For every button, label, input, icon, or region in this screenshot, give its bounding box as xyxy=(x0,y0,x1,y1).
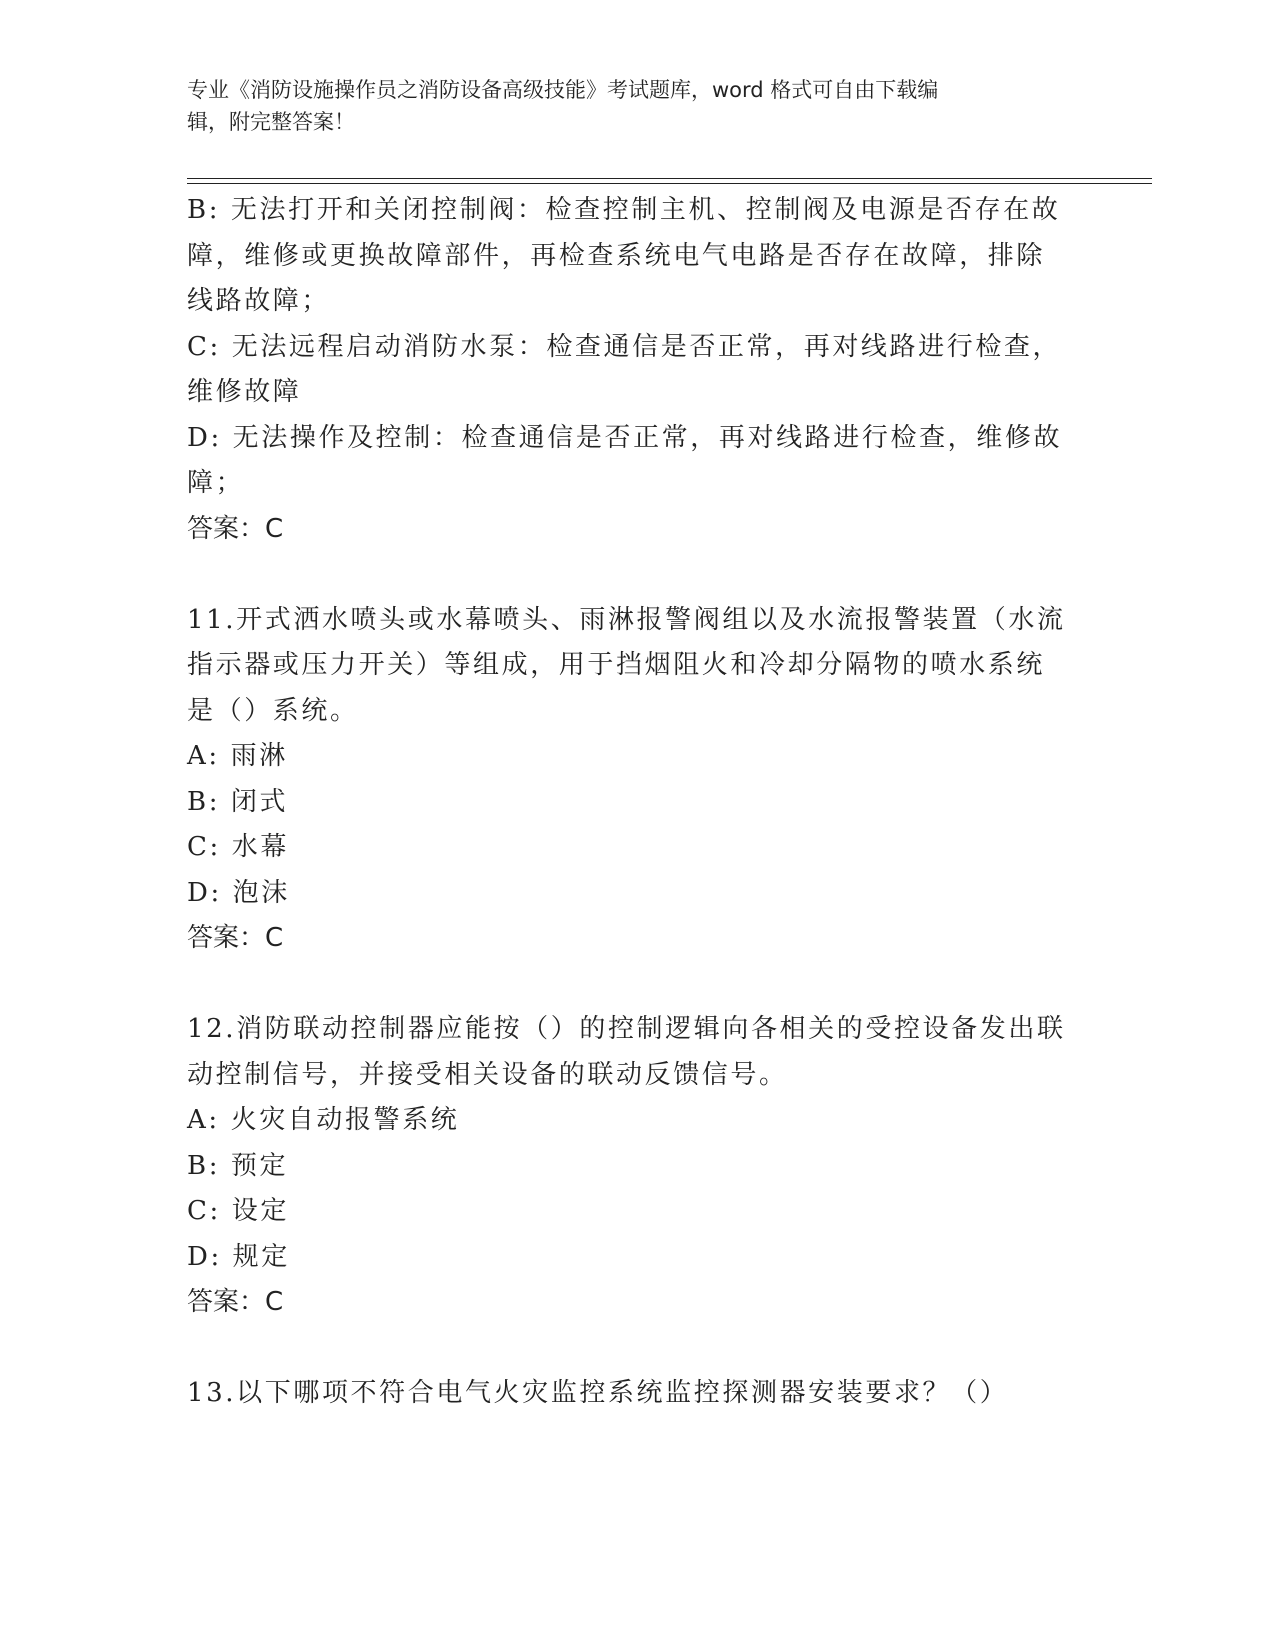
document-header xyxy=(187,74,1067,138)
option-line: C: 无法远程启动消防水泵：检查通信是否正常，再对线路进行检查， xyxy=(187,331,1062,362)
block-spacer xyxy=(187,962,1087,1008)
header-line-1: 专业《消防设施操作员之消防设备高级技能》考试题库，word 格式可自由下载编 xyxy=(187,78,939,102)
question-text: 13.以下哪项不符合电气火灾监控系统监控探测器安装要求？（） xyxy=(187,1378,1009,1408)
header-line-2: 辑，附完整答案！ xyxy=(187,110,355,134)
question-text: 是（）系统。 xyxy=(187,695,359,726)
option-line: 线路故障； xyxy=(187,286,331,316)
answer-line: 答案：C xyxy=(187,513,284,544)
question-text: 指示器或压力开关）等组成，用于挡烟阻火和冷却分隔物的喷水系统 xyxy=(187,650,1046,680)
question-text: 动控制信号，并接受相关设备的联动反馈信号。 xyxy=(187,1059,788,1090)
option-c: C: 水幕 xyxy=(187,832,289,862)
question-text: 11.开式洒水喷头或水幕喷头、雨淋报警阀组以及水流报警装置（水流 xyxy=(187,604,1066,635)
header-divider-top xyxy=(187,178,1152,179)
option-d: D: 规定 xyxy=(187,1241,290,1272)
question-block-12 xyxy=(187,1007,1087,1326)
option-d: D: 泡沫 xyxy=(187,877,290,908)
answer-line: 答案：C xyxy=(187,923,284,953)
block-spacer xyxy=(187,552,1087,598)
question-block-11 xyxy=(187,598,1087,962)
block-spacer xyxy=(187,1326,1087,1372)
question-block-13 xyxy=(187,1371,1087,1417)
option-line: D: 无法操作及控制：检查通信是否正常，再对线路进行检查，维修故 xyxy=(187,422,1063,453)
option-b: B: 闭式 xyxy=(187,786,289,817)
option-a: A: 雨淋 xyxy=(187,741,288,771)
header-divider-bottom xyxy=(187,183,1152,184)
option-a: A: 火灾自动报警系统 xyxy=(187,1105,460,1135)
document-body xyxy=(187,188,1087,1417)
option-line: 障，维修或更换故障部件，再检查系统电气电路是否存在故障，排除 xyxy=(187,240,1046,271)
question-block-10 xyxy=(187,188,1087,552)
option-line: 维修故障 xyxy=(187,377,302,407)
option-b: B: 预定 xyxy=(187,1150,289,1181)
option-line: B: 无法打开和关闭控制阀：检查控制主机、控制阀及电源是否存在故 xyxy=(187,195,1061,225)
option-line: 障； xyxy=(187,468,245,498)
question-text: 12.消防联动控制器应能按（）的控制逻辑向各相关的受控设备发出联 xyxy=(187,1014,1066,1044)
answer-line: 答案：C xyxy=(187,1287,284,1317)
option-c: C: 设定 xyxy=(187,1196,289,1226)
